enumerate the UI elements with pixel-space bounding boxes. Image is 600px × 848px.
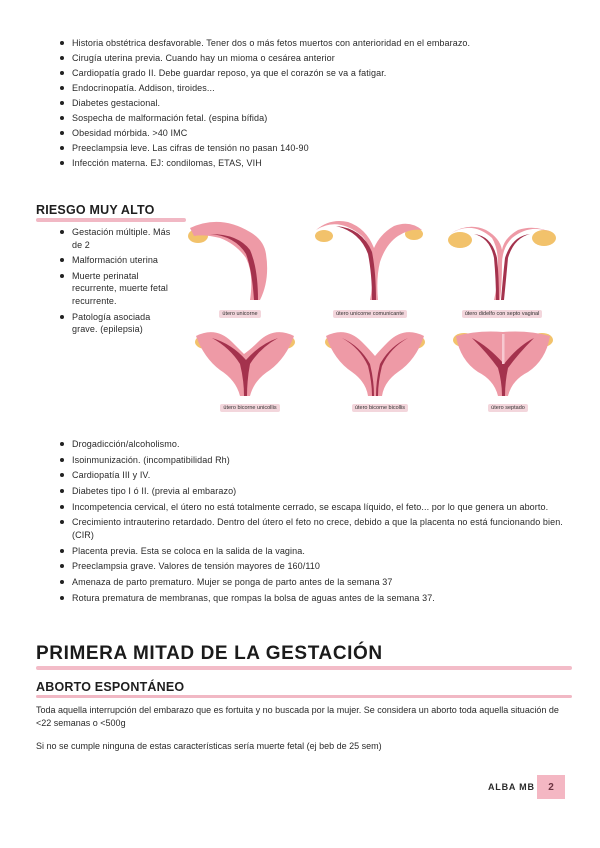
list-item: Cirugía uterina previa. Cuando hay un mioma o cesárea anterior	[60, 52, 565, 65]
list-item: Cardiopatía grado II. Debe guardar reposo, ya que el corazón se va a fatigar.	[60, 67, 565, 80]
list-item: Malformación uterina	[60, 254, 176, 267]
uterus-caption: útero septado	[488, 404, 528, 412]
list-item: Diabetes tipo I ó II. (previa al embarazo)	[60, 485, 565, 498]
title-underline	[36, 666, 572, 670]
list-item: Amenaza de parto prematuro. Mujer se ponga de parto antes de la semana 37	[60, 576, 565, 589]
uterus-illustration	[180, 214, 300, 320]
section-title-first-half: PRIMERA MITAD DE LA GESTACIÓN	[36, 643, 383, 664]
subheading-underline	[36, 695, 572, 698]
uterus-malformations-figure	[180, 214, 570, 414]
uterus-caption: útero unicorne	[219, 310, 260, 318]
high-risk-bottom-list	[60, 438, 565, 607]
paragraph-fetal-death: Si no se cumple ninguna de estas características sería muerte fetal (ej beb de 25 sem)	[36, 741, 382, 751]
list-item: Sospecha de malformación fetal. (espina bífida)	[60, 112, 565, 125]
uterus-caption: útero bicorne bicollis	[352, 404, 408, 412]
list-item: Gestación múltiple. Más de 2	[60, 226, 176, 251]
uterus-illustration	[448, 324, 568, 414]
uterus-bicorne-bicollis-icon	[320, 324, 430, 396]
list-item: Rotura prematura de membranas, que rompas la bolsa de aguas antes de la semana 37.	[60, 592, 565, 605]
uterus-unicorne-icon	[180, 214, 300, 302]
list-item: Diabetes gestacional.	[60, 97, 565, 110]
list-item: Historia obstétrica desfavorable. Tener dos o más fetos muertos con anterioridad en el embarazo.	[60, 37, 565, 50]
heading-underline	[36, 218, 186, 222]
list-item: Cardiopatía III y IV.	[60, 469, 565, 482]
uterus-caption: útero didelfo con septo vaginal	[462, 310, 543, 318]
paragraph-definition: Toda aquella interrupción del embarazo que es fortuita y no buscada por la mujer. Se considera un aborto toda aquella situación de <22 semanas o <500g	[36, 705, 559, 728]
uterus-illustration	[320, 324, 440, 414]
uterus-caption: útero unicorne comunicante	[333, 310, 407, 318]
list-item: Preeclampsia grave. Valores de tensión mayores de 160/110	[60, 560, 565, 573]
uterus-caption: útero bicorne unicollis	[220, 404, 279, 412]
high-risk-left-list	[60, 226, 176, 339]
list-item: Crecimiento intrauterino retardado. Dentro del útero el feto no crece, debido a que la placenta no está funcionando bien. (CIR)	[60, 516, 565, 541]
uterus-unicorne-comunicante-icon	[310, 214, 430, 302]
list-item: Incompetencia cervical, el útero no está totalmente cerrado, se escapa líquido, el feto... por lo que genera un aborto.	[60, 501, 565, 514]
uterus-didelfo-icon	[442, 214, 562, 302]
subsection-heading-aborto: ABORTO ESPONTÁNEO	[36, 680, 185, 694]
list-item: Obesidad mórbida. >40 IMC	[60, 127, 565, 140]
list-item: Drogadicción/alcoholismo.	[60, 438, 565, 451]
list-item: Endocrinopatía. Addison, tiroides...	[60, 82, 565, 95]
list-item: Muerte perinatal recurrente, muerte fetal recurrente.	[60, 270, 176, 308]
list-item: Isoinmunización. (incompatibilidad Rh)	[60, 454, 565, 467]
list-item: Patología asociada grave. (epilepsia)	[60, 311, 176, 336]
list-item: Preeclampsia leve. Las cifras de tensión no pasan 140-90	[60, 142, 565, 155]
list-item: Infección materna. EJ: condilomas, ETAS, VIH	[60, 157, 565, 170]
section-heading-high-risk: RIESGO MUY ALTO	[36, 203, 155, 217]
uterus-bicorne-unicollis-icon	[190, 324, 300, 396]
uterus-illustration	[442, 214, 562, 320]
uterus-illustration	[190, 324, 310, 414]
footer-author: ALBA MB	[488, 782, 535, 792]
uterus-illustration	[310, 214, 430, 320]
uterus-septado-icon	[448, 324, 558, 396]
top-bullet-list	[60, 37, 565, 172]
list-item: Placenta previa. Esta se coloca en la salida de la vagina.	[60, 545, 565, 558]
page-number-badge: 2	[537, 775, 565, 799]
